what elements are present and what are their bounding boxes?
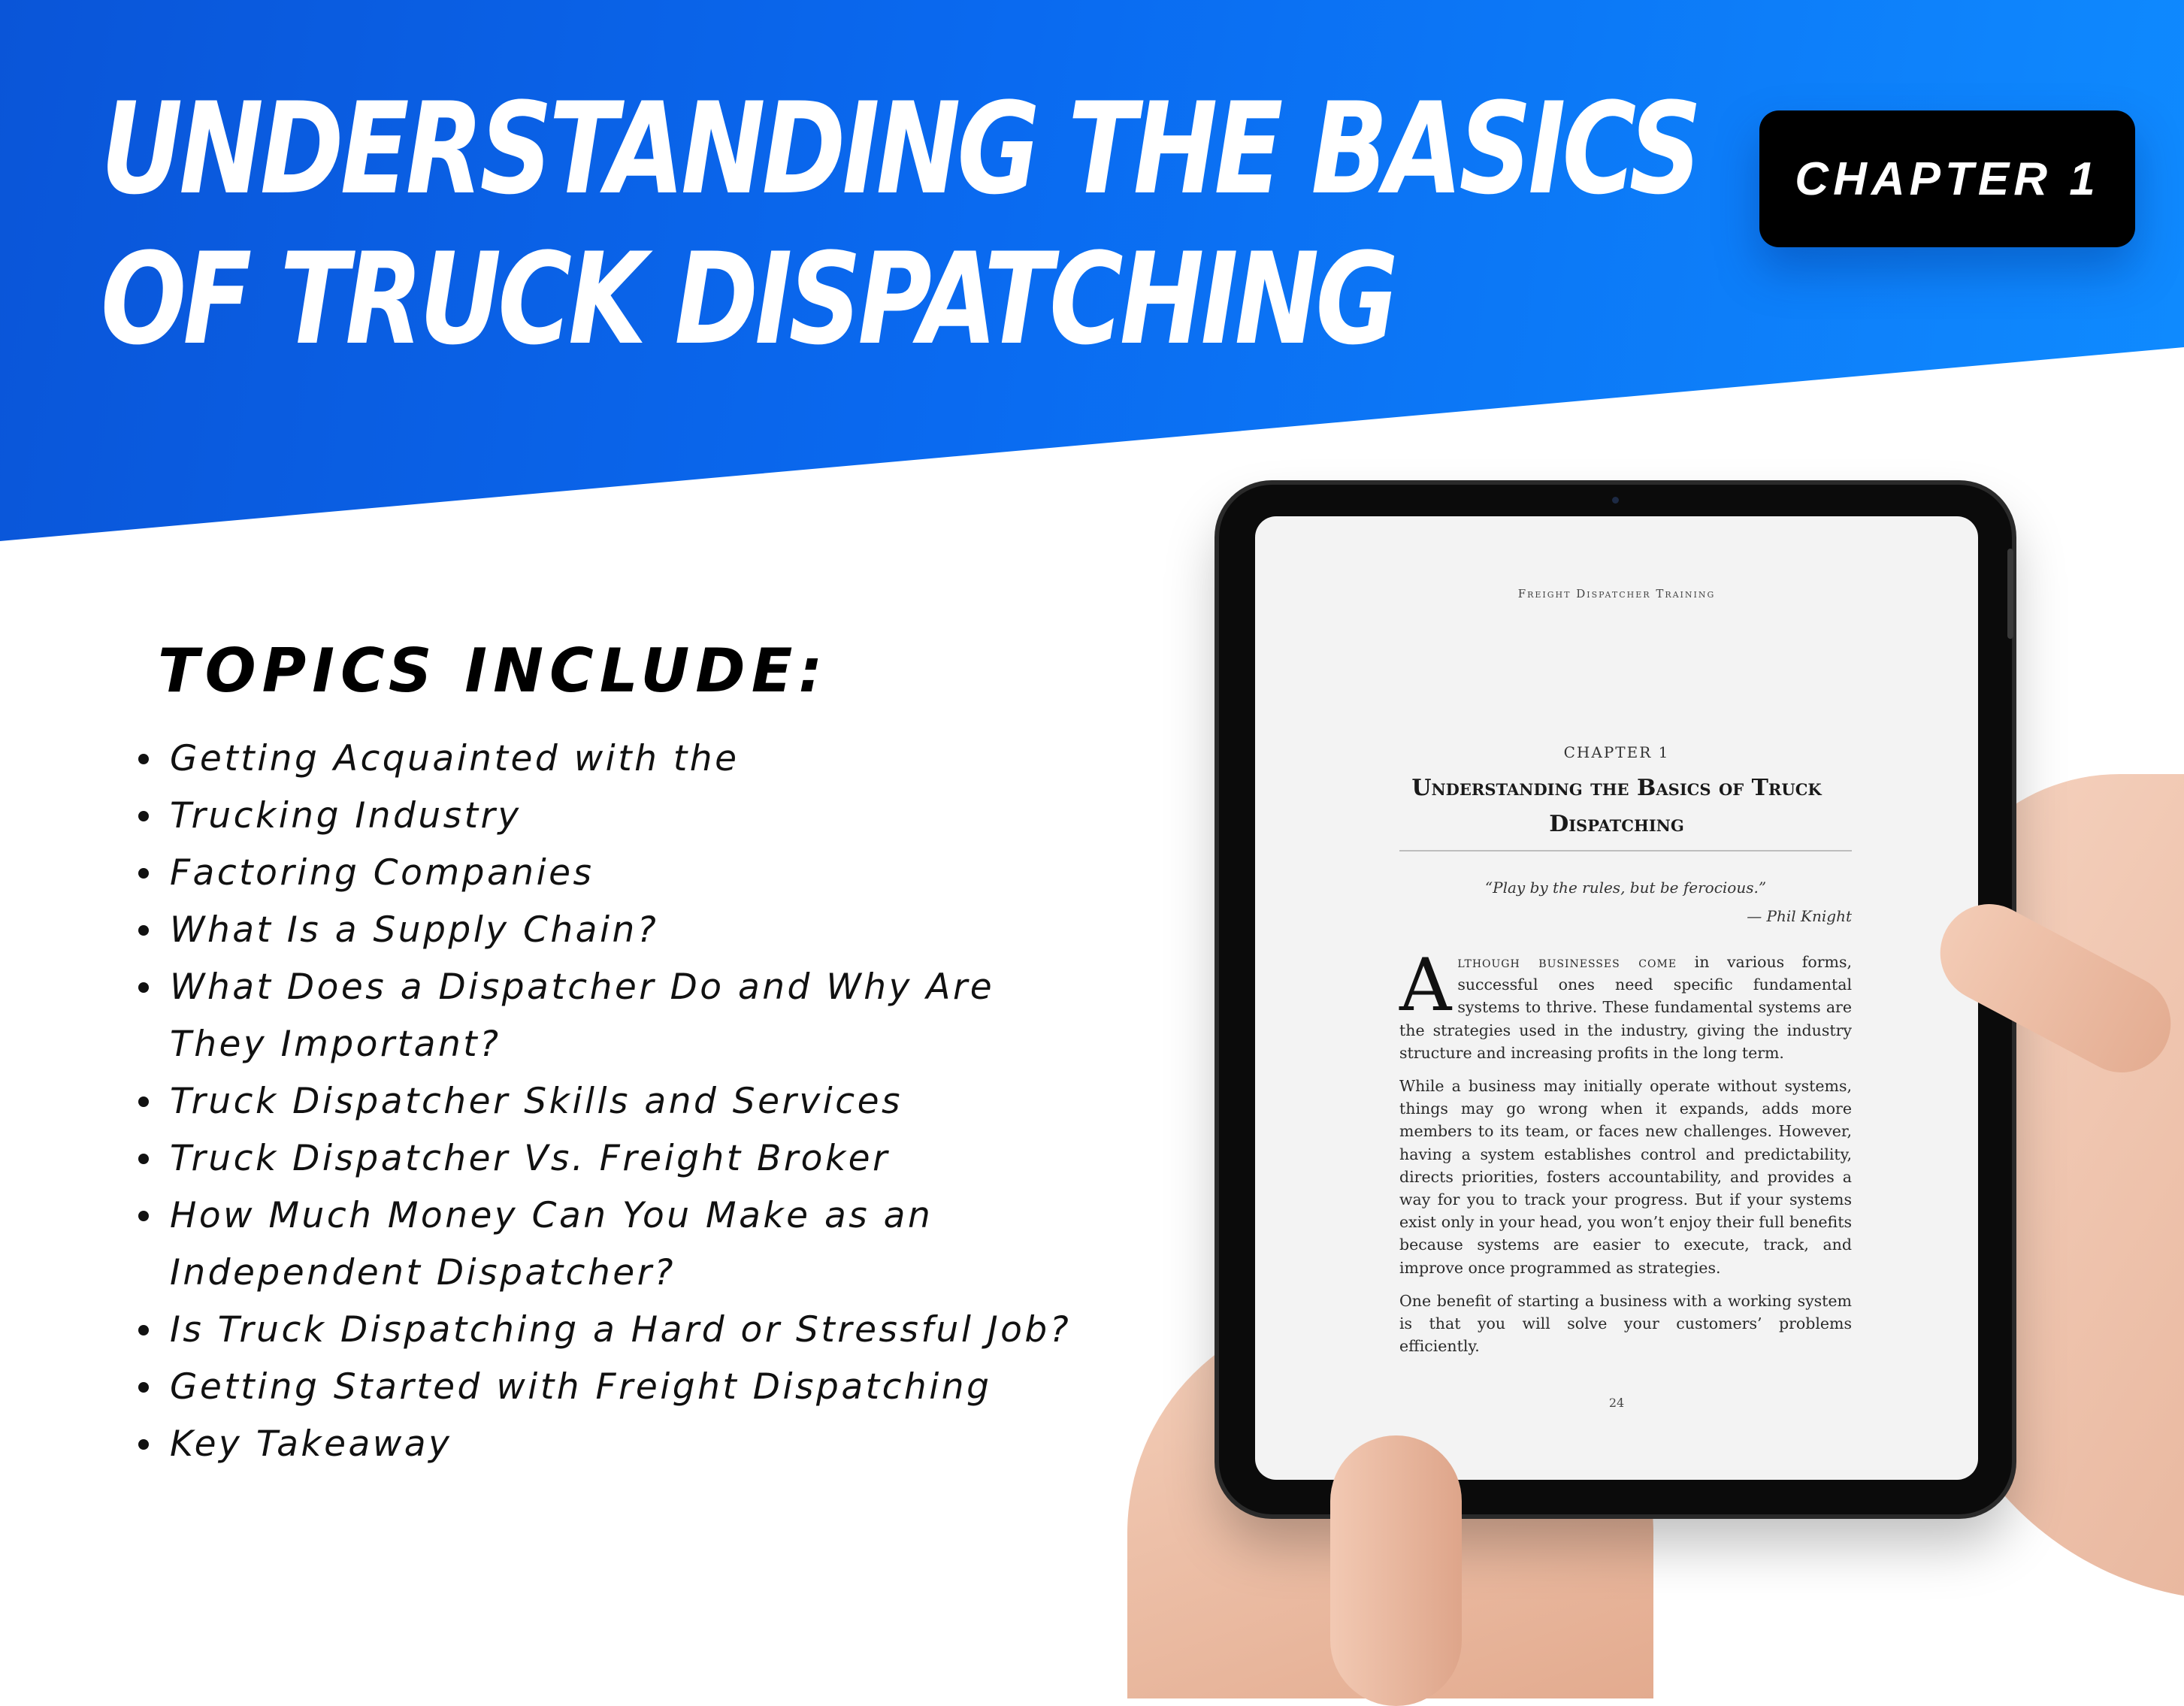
list-item bbox=[135, 902, 1082, 959]
paragraph-2: While a business may initially operate without systems, things may go wrong when it expands, adds more members to its team, or faces new challenges. However, having a system establishes control and predictability, directs priorities, fosters accountability, and provides a way for you to track your progress. But if your systems exist only in your head, you won’t enjoy their full benefits because systems are easier to execute, track, and improve once programmed as strategies. bbox=[1399, 1077, 1852, 1277]
epigraph-quote: “Play by the rules, but be ferocious.” bbox=[1484, 879, 1767, 897]
tablet-screen bbox=[1255, 516, 1978, 1480]
camera-icon bbox=[1612, 497, 1619, 504]
list-item bbox=[135, 959, 1082, 1073]
chapter-title: Understanding the Basics of Truck Dispatching bbox=[1411, 775, 1822, 837]
chapter-badge: CHAPTER 1 bbox=[1759, 110, 2135, 247]
body-text bbox=[1399, 943, 1852, 1368]
title-divider bbox=[1399, 850, 1852, 851]
list-item bbox=[135, 1302, 1082, 1359]
paragraph-1 bbox=[1399, 943, 1852, 1064]
topics-heading: TOPICS INCLUDE: bbox=[158, 636, 829, 706]
list-item bbox=[135, 730, 1082, 788]
headline-line-2: OF TRUCK DISPATCHING bbox=[101, 225, 1396, 373]
list-item bbox=[135, 788, 1082, 845]
list-item bbox=[135, 1416, 1082, 1473]
page-number: 24 bbox=[1608, 1396, 1625, 1410]
topic-text: Trucking Industry bbox=[170, 795, 522, 836]
topic-text: What Does a Dispatcher Do and Why Are They Important? bbox=[170, 966, 995, 1065]
topic-text: Truck Dispatcher Vs. Freight Broker bbox=[170, 1138, 890, 1179]
topic-text: What Is a Supply Chain? bbox=[170, 909, 659, 951]
headline-line-1: UNDERSTANDING THE BASICS bbox=[101, 75, 1698, 222]
list-item bbox=[135, 1130, 1082, 1187]
tablet-device bbox=[1219, 485, 2012, 1514]
running-head: Freight Dispatcher Training bbox=[1517, 587, 1716, 600]
topic-text: Key Takeaway bbox=[170, 1423, 452, 1465]
list-item bbox=[135, 845, 1082, 902]
topic-text: Getting Acquainted with the bbox=[170, 738, 740, 779]
left-thumb bbox=[1330, 1435, 1462, 1706]
list-item bbox=[135, 1359, 1082, 1416]
topic-text: Factoring Companies bbox=[170, 852, 594, 894]
tablet-side-button bbox=[2007, 549, 2013, 639]
list-item bbox=[135, 1187, 1082, 1302]
topics-list bbox=[135, 730, 1082, 1473]
paragraph-1-text: in various forms, successful ones need specific fundamental systems to thrive. These fundamental systems are the strategies used in the industry, giving the industry structure and increasing profits in the long term. bbox=[1399, 953, 1852, 1062]
paragraph-3: One benefit of starting a business with a working system is that you will solve your customers’ problems efficiently. bbox=[1399, 1291, 1852, 1356]
list-item bbox=[135, 1073, 1082, 1130]
topic-text: How Much Money Can You Make as an Independent Dispatcher? bbox=[170, 1195, 933, 1293]
chapter-label: CHAPTER 1 bbox=[1563, 743, 1670, 761]
drop-cap: A bbox=[1399, 943, 1452, 1027]
lead-in: lthough businesses come bbox=[1457, 953, 1677, 971]
epigraph-attribution: — Phil Knight bbox=[1747, 907, 1852, 925]
topic-text: Is Truck Dispatching a Hard or Stressful Job? bbox=[170, 1309, 1072, 1351]
page-headline bbox=[101, 74, 1698, 374]
topic-text: Getting Started with Freight Dispatching bbox=[170, 1366, 992, 1408]
topic-text: Truck Dispatcher Skills and Services bbox=[170, 1081, 903, 1122]
